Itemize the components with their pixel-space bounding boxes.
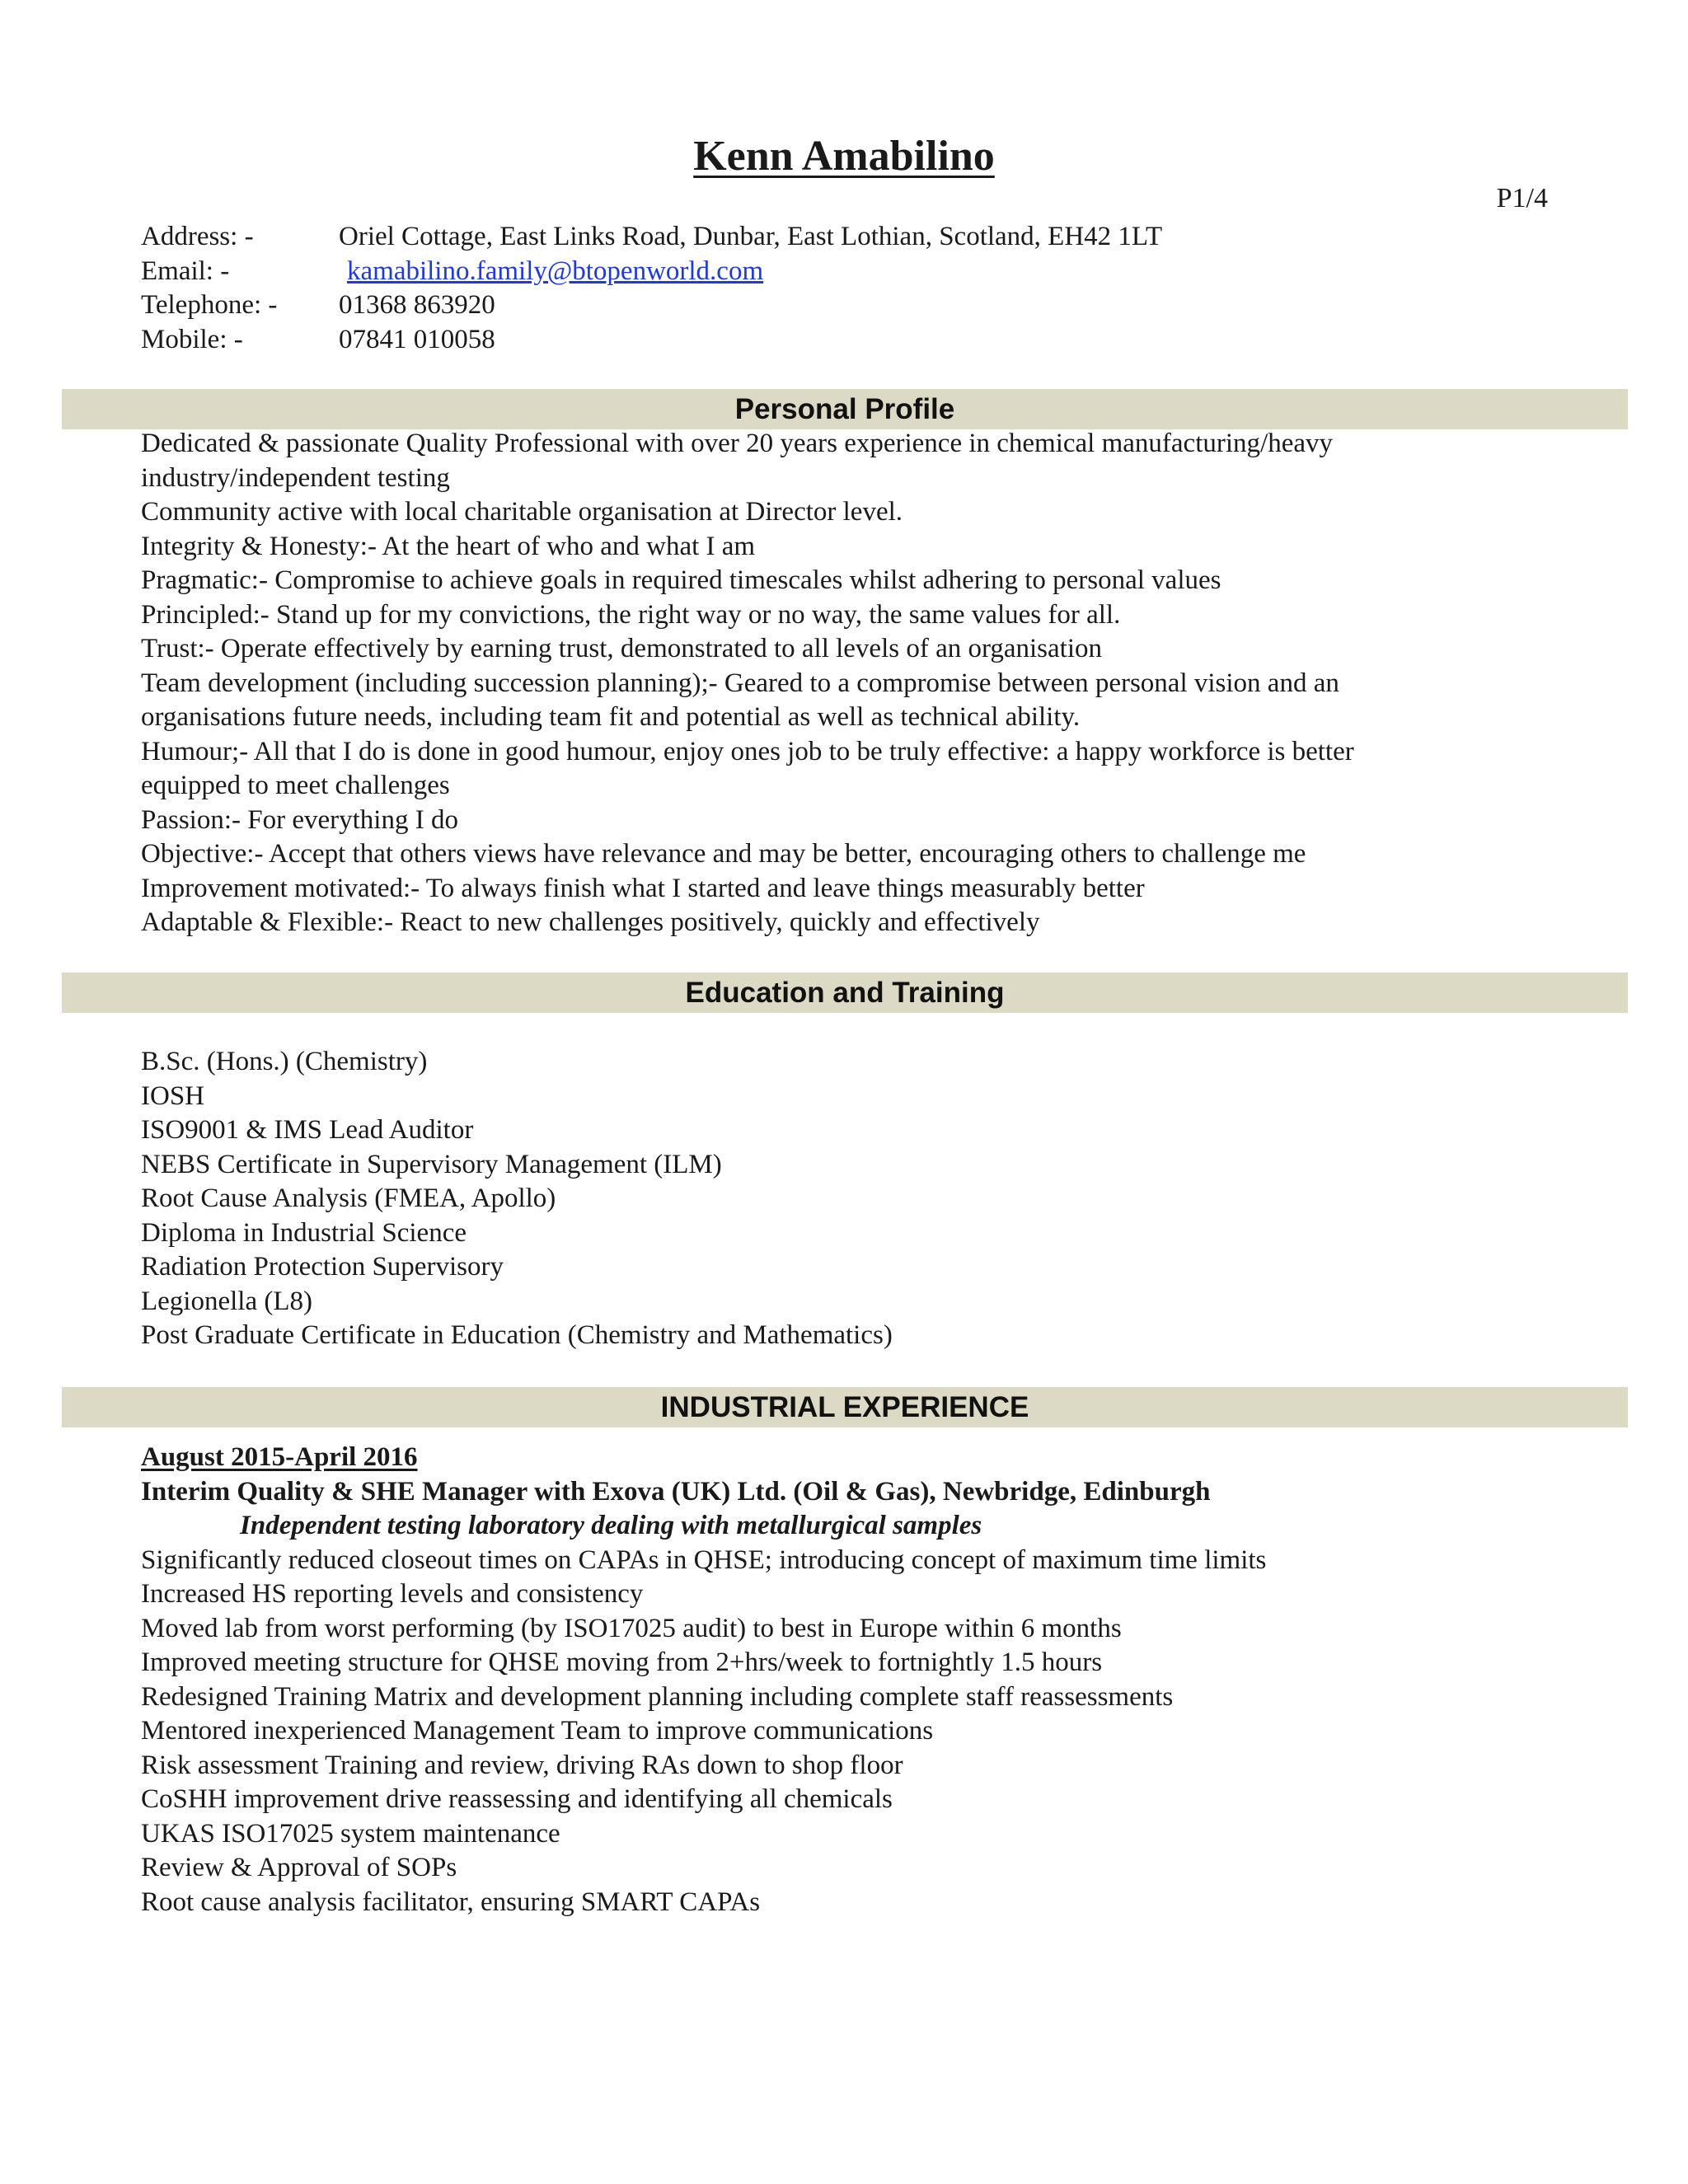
list-item: Diploma in Industrial Science bbox=[141, 1217, 467, 1248]
list-item: Legionella (L8) bbox=[141, 1286, 312, 1316]
list-item: Redesigned Training Matrix and development planning including complete staff reassessments bbox=[141, 1681, 1174, 1712]
list-item: Passion:- For everything I do bbox=[141, 804, 458, 835]
list-item: organisations future needs, including team fit and potential as well as technical ability. bbox=[141, 702, 1081, 732]
list-item: equipped to meet challenges bbox=[141, 771, 450, 800]
candidate-name: Kenn Amabilino bbox=[693, 133, 995, 180]
address-label: Address: - bbox=[141, 222, 254, 251]
list-item: Significantly reduced closeout times on CAPAs in QHSE; introducing concept of maximum time limits bbox=[141, 1544, 1267, 1575]
job-dates: August 2015-April 2016 bbox=[141, 1442, 418, 1472]
page-number: P1/4 bbox=[1496, 183, 1548, 213]
list-item: Increased HS reporting levels and consistency bbox=[141, 1579, 644, 1609]
personal-profile-list bbox=[141, 427, 1354, 940]
list-item: Improved meeting structure for QHSE moving from 2+hrs/week to fortnightly 1.5 hours bbox=[141, 1647, 1103, 1677]
email-row bbox=[141, 255, 1162, 289]
list-item: Objective:- Accept that others views have relevance and may be better, encouraging others to challenge me bbox=[141, 839, 1306, 869]
email-label: Email: - bbox=[141, 255, 230, 286]
job-achievements-list bbox=[141, 1544, 1266, 1920]
mobile-label: Mobile: - bbox=[141, 324, 243, 354]
mobile-row bbox=[141, 323, 1162, 358]
list-item: B.Sc. (Hons.) (Chemistry) bbox=[141, 1047, 428, 1076]
experience-heading: INDUSTRIAL EXPERIENCE bbox=[62, 1387, 1628, 1427]
list-item: Trust:- Operate effectively by earning trust, demonstrated to all levels of an organisation bbox=[141, 634, 1103, 663]
list-item: Radiation Protection Supervisory bbox=[141, 1252, 504, 1282]
list-item: Moved lab from worst performing (by ISO17025 audit) to best in Europe within 6 months bbox=[141, 1613, 1122, 1643]
mobile-value: 07841 010058 bbox=[339, 324, 495, 354]
email-link[interactable]: kamabilino.family@btopenworld.com bbox=[347, 255, 764, 286]
list-item: Pragmatic:- Compromise to achieve goals in required timescales whilst adhering to personal values bbox=[141, 565, 1221, 595]
list-item: Dedicated & passionate Quality Professional with over 20 years experience in chemical manufacturing/heavy bbox=[141, 429, 1333, 458]
list-item: Principled:- Stand up for my convictions, the right way or no way, the same values for all. bbox=[141, 599, 1121, 630]
list-item: Root Cause Analysis (FMEA, Apollo) bbox=[141, 1183, 556, 1213]
contact-details bbox=[141, 220, 1162, 357]
job-title: Interim Quality & SHE Manager with Exova (UK) Ltd. (Oil & Gas), Newbridge, Edinburgh bbox=[141, 1476, 1211, 1507]
list-item: Team development (including succession planning);- Geared to a compromise between personal vision and an bbox=[141, 668, 1339, 698]
telephone-value: 01368 863920 bbox=[339, 290, 495, 320]
list-item: Review & Approval of SOPs bbox=[141, 1853, 457, 1882]
list-item: industry/independent testing bbox=[141, 462, 450, 493]
list-item: Post Graduate Certificate in Education (Chemistry and Mathematics) bbox=[141, 1320, 893, 1350]
address-value: Oriel Cottage, East Links Road, Dunbar, East Lothian, Scotland, EH42 1LT bbox=[339, 222, 1163, 251]
telephone-row bbox=[141, 288, 1162, 323]
list-item: Humour;- All that I do is done in good humour, enjoy ones job to be truly effective: a happy workforce is better bbox=[141, 736, 1354, 766]
list-item: UKAS ISO17025 system maintenance bbox=[141, 1818, 560, 1849]
experience-job bbox=[141, 1441, 1266, 1919]
address-row bbox=[141, 220, 1162, 255]
list-item: Risk assessment Training and review, driving RAs down to shop floor bbox=[141, 1750, 903, 1780]
list-item: ISO9001 & IMS Lead Auditor bbox=[141, 1115, 474, 1145]
list-item: CoSHH improvement drive reassessing and identifying all chemicals bbox=[141, 1784, 893, 1814]
job-description: Independent testing laboratory dealing with metallurgical samples bbox=[240, 1511, 982, 1540]
telephone-label: Telephone: - bbox=[141, 290, 278, 320]
list-item: IOSH bbox=[141, 1080, 205, 1111]
list-item: Integrity & Honesty:- At the heart of who and what I am bbox=[141, 531, 756, 561]
education-list bbox=[141, 1045, 893, 1353]
list-item: Community active with local charitable organisation at Director level. bbox=[141, 497, 903, 527]
list-item: Root cause analysis facilitator, ensuring SMART CAPAs bbox=[141, 1886, 761, 1917]
list-item: Mentored inexperienced Management Team to improve communications bbox=[141, 1716, 934, 1746]
education-heading: Education and Training bbox=[62, 972, 1628, 1013]
list-item: NEBS Certificate in Supervisory Management (ILM) bbox=[141, 1149, 722, 1179]
list-item: Adaptable & Flexible:- React to new challenges positively, quickly and effectively bbox=[141, 907, 1040, 937]
personal-profile-heading: Personal Profile bbox=[62, 389, 1628, 429]
list-item: Improvement motivated:- To always finish what I started and leave things measurably better bbox=[141, 873, 1145, 903]
